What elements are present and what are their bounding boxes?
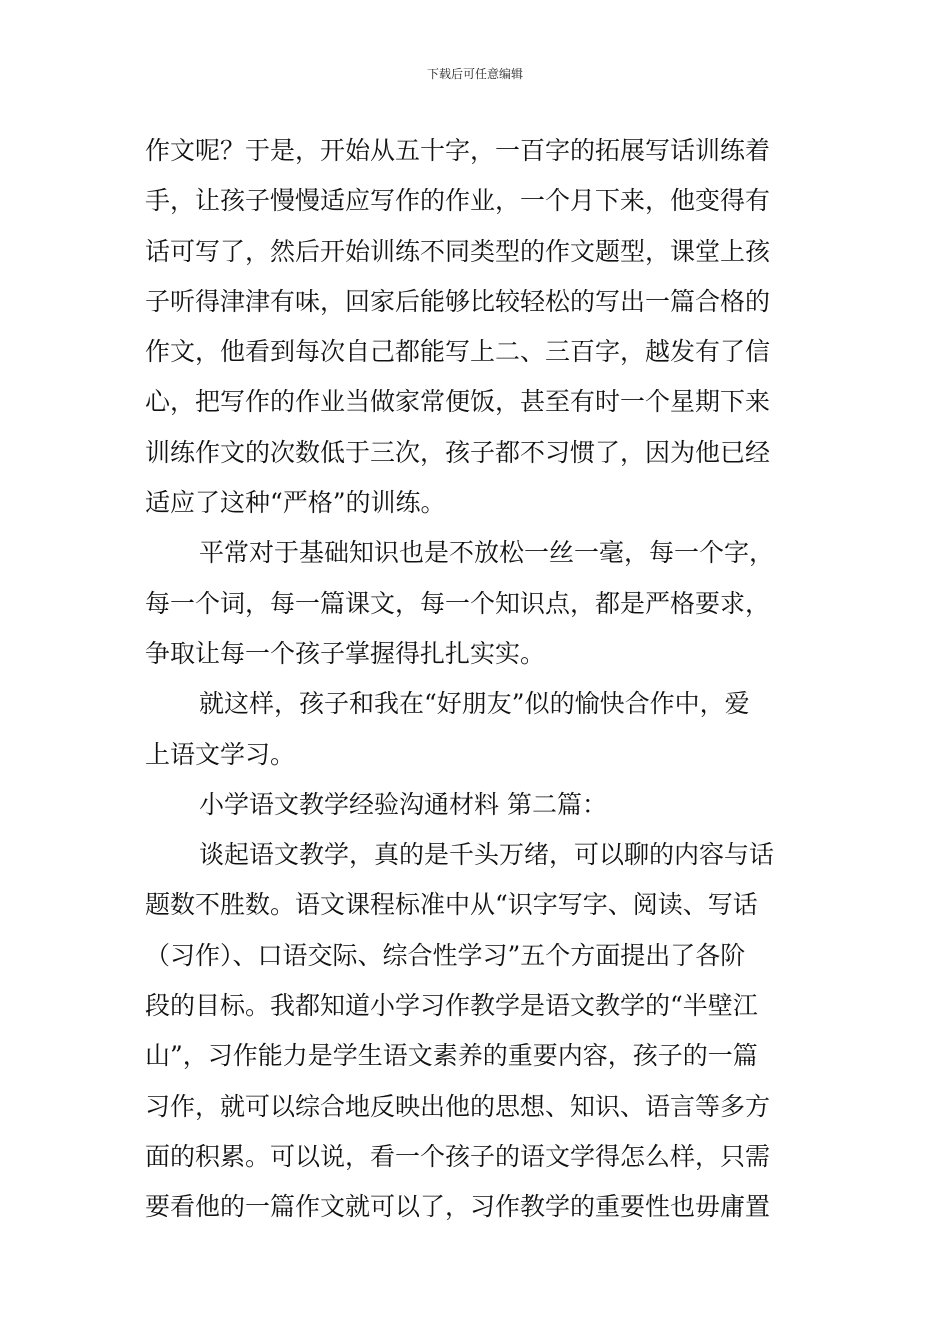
text-line: （习作）、口语交际、综合性学习”五个方面提出了各阶 bbox=[145, 940, 746, 970]
text-line: 训练作文的次数低于三次，孩子都不习惯了，因为他已经 bbox=[145, 437, 771, 467]
document-body bbox=[145, 126, 809, 1233]
text-line: 习作，就可以综合地反映出他的思想、知识、语言等多方 bbox=[145, 1091, 771, 1121]
section-heading: 小学语文教学经验沟通材料 第二篇： bbox=[199, 789, 607, 819]
text-line: 每一个词，每一篇课文，每一个知识点，都是严格要求， bbox=[145, 588, 771, 618]
paragraph-first-line: 平常对于基础知识也是不放松一丝一毫，每一个字， bbox=[199, 538, 775, 568]
text-line: 争取让每一个孩子掌握得扎扎实实。 bbox=[145, 638, 546, 668]
page-header: 下载后可任意编辑 bbox=[426, 67, 523, 81]
paragraph-first-line: 就这样，孩子和我在“好朋友”似的愉快合作中，爱 bbox=[199, 689, 750, 719]
paragraph-first-line: 谈起语文教学，真的是千头万绪，可以聊的内容与话 bbox=[199, 840, 775, 870]
text-line: 上语文学习。 bbox=[145, 739, 296, 769]
text-line: 山”，习作能力是学生语文素养的重要内容，孩子的一篇 bbox=[145, 1041, 758, 1071]
text-line: 段的目标。我都知道小学习作教学是语文教学的“半壁江 bbox=[145, 991, 758, 1021]
text-line: 心，把写作的作业当做家常便饭，甚至有时一个星期下来 bbox=[145, 387, 771, 417]
text-line: 适应了这种“严格”的训练。 bbox=[145, 488, 446, 518]
text-line: 作文呢？于是，开始从五十字，一百字的拓展写话训练着 bbox=[145, 136, 771, 165]
text-line: 题数不胜数。语文课程标准中从“识字写字、阅读、写话 bbox=[145, 890, 758, 920]
text-line: 面的积累。可以说，看一个孩子的语文学得怎么样，只需 bbox=[145, 1141, 771, 1171]
text-line: 子听得津津有味，回家后能够比较轻松的写出一篇合格的 bbox=[145, 286, 771, 316]
text-line: 作文，他看到每次自己都能写上二、三百字，越发有了信 bbox=[145, 337, 771, 367]
text-line: 手，让孩子慢慢适应写作的作业，一个月下来，他变得有 bbox=[145, 186, 771, 216]
text-line: 话可写了，然后开始训练不同类型的作文题型，课堂上孩 bbox=[145, 236, 771, 266]
text-line: 要看他的一篇作文就可以了，习作教学的重要性也毋庸置 bbox=[145, 1192, 771, 1222]
